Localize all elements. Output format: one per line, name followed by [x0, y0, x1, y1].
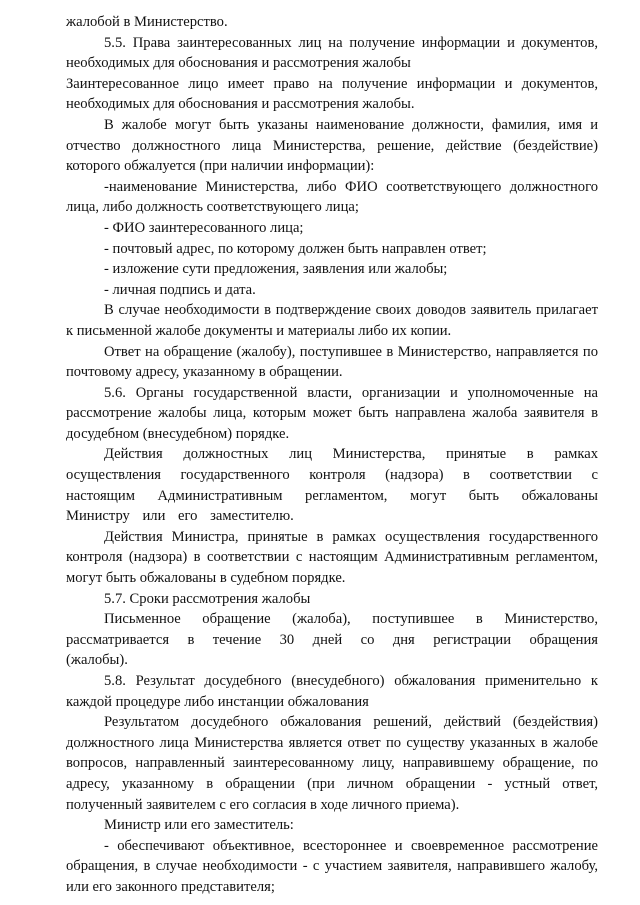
- paragraph: Действия должностных лиц Министерства, принятые в рамках осуществления государственного контроля (надзора) в соответствии с настоящим Административным регламентом, могут быть обжалованы Министру или его заместителю.: [66, 446, 598, 525]
- paragraph: В жалобе могут быть указаны наименование должности, фамилия, имя и отчество должностного лица Министерства, решение, действие (бездействие) которого обжалуется (при наличии информации):: [66, 116, 598, 175]
- section-heading: 5.7. Сроки рассмотрения жалобы: [104, 590, 311, 607]
- list-item: - личная подпись и дата.: [104, 281, 256, 298]
- paragraph: Заинтересованное лицо имеет право на получение информации и документов, необходимых для обоснования и рассмотрения жалобы.: [66, 75, 598, 113]
- paragraph: Министр или его заместитель:: [104, 817, 294, 834]
- list-item: - почтовый адрес, по которому должен быть направлен ответ;: [104, 240, 487, 257]
- list-item: - обеспечивают объективное, всестороннее и своевременное рассмотрение обращения, в случае необходимости - с участием заявителя, направившего жалобу, или его законного представителя;: [66, 837, 598, 895]
- document-page: [66, 12, 598, 898]
- paragraph: В случае необходимости в подтверждение своих доводов заявитель прилагает к письменной жалобе документы и материалы либо их копии.: [66, 302, 598, 339]
- section-heading: 5.6. Органы государственной власти, организации и уполномоченные на рассмотрение жалобы лица, которым может быть направлена жалоба заявителя в досудебном (внесудебном) порядке.: [66, 384, 598, 442]
- list-item: - ФИО заинтересованного лица;: [104, 219, 304, 236]
- list-item: - изложение сути предложения, заявления или жалобы;: [104, 261, 448, 278]
- list-item: -наименование Министерства, либо ФИО соответствующего должностного лица, либо должность соответствующего лица;: [66, 178, 598, 216]
- paragraph: жалобой в Министерство.: [66, 14, 228, 30]
- paragraph: Действия Министра, принятые в рамках осуществления государственного контроля (надзора) в соответствии с настоящим Административным регламентом, могут быть обжалованы в судебном порядке.: [66, 528, 598, 587]
- section-heading: 5.5. Права заинтересованных лиц на получение информации и документов, необходимых для обоснования и рассмотрения жалобы: [66, 34, 598, 72]
- paragraph: Ответ на обращение (жалобу), поступившее в Министерство, направляется по почтовому адресу, указанному в обращении.: [66, 343, 598, 381]
- paragraph: Результатом досудебного обжалования решений, действий (бездействия) должностного лица Министерства является ответ по существу указанных в жалобе вопросов, направленный заинтересованному лицу, направившему обращение, по адресу, указанному в обращении (при личном обращении - устный ответ, полученный заявителем с его согласия в ходе личного приема).: [66, 714, 598, 813]
- paragraph: Письменное обращение (жалоба), поступившее в Министерство, рассматривается в течение 30 дней со дня регистрации обращения (жалобы).: [66, 611, 598, 669]
- section-heading: 5.8. Результат досудебного (внесудебного) обжалования применительно к каждой процедуре либо инстанции обжалования: [66, 673, 598, 710]
